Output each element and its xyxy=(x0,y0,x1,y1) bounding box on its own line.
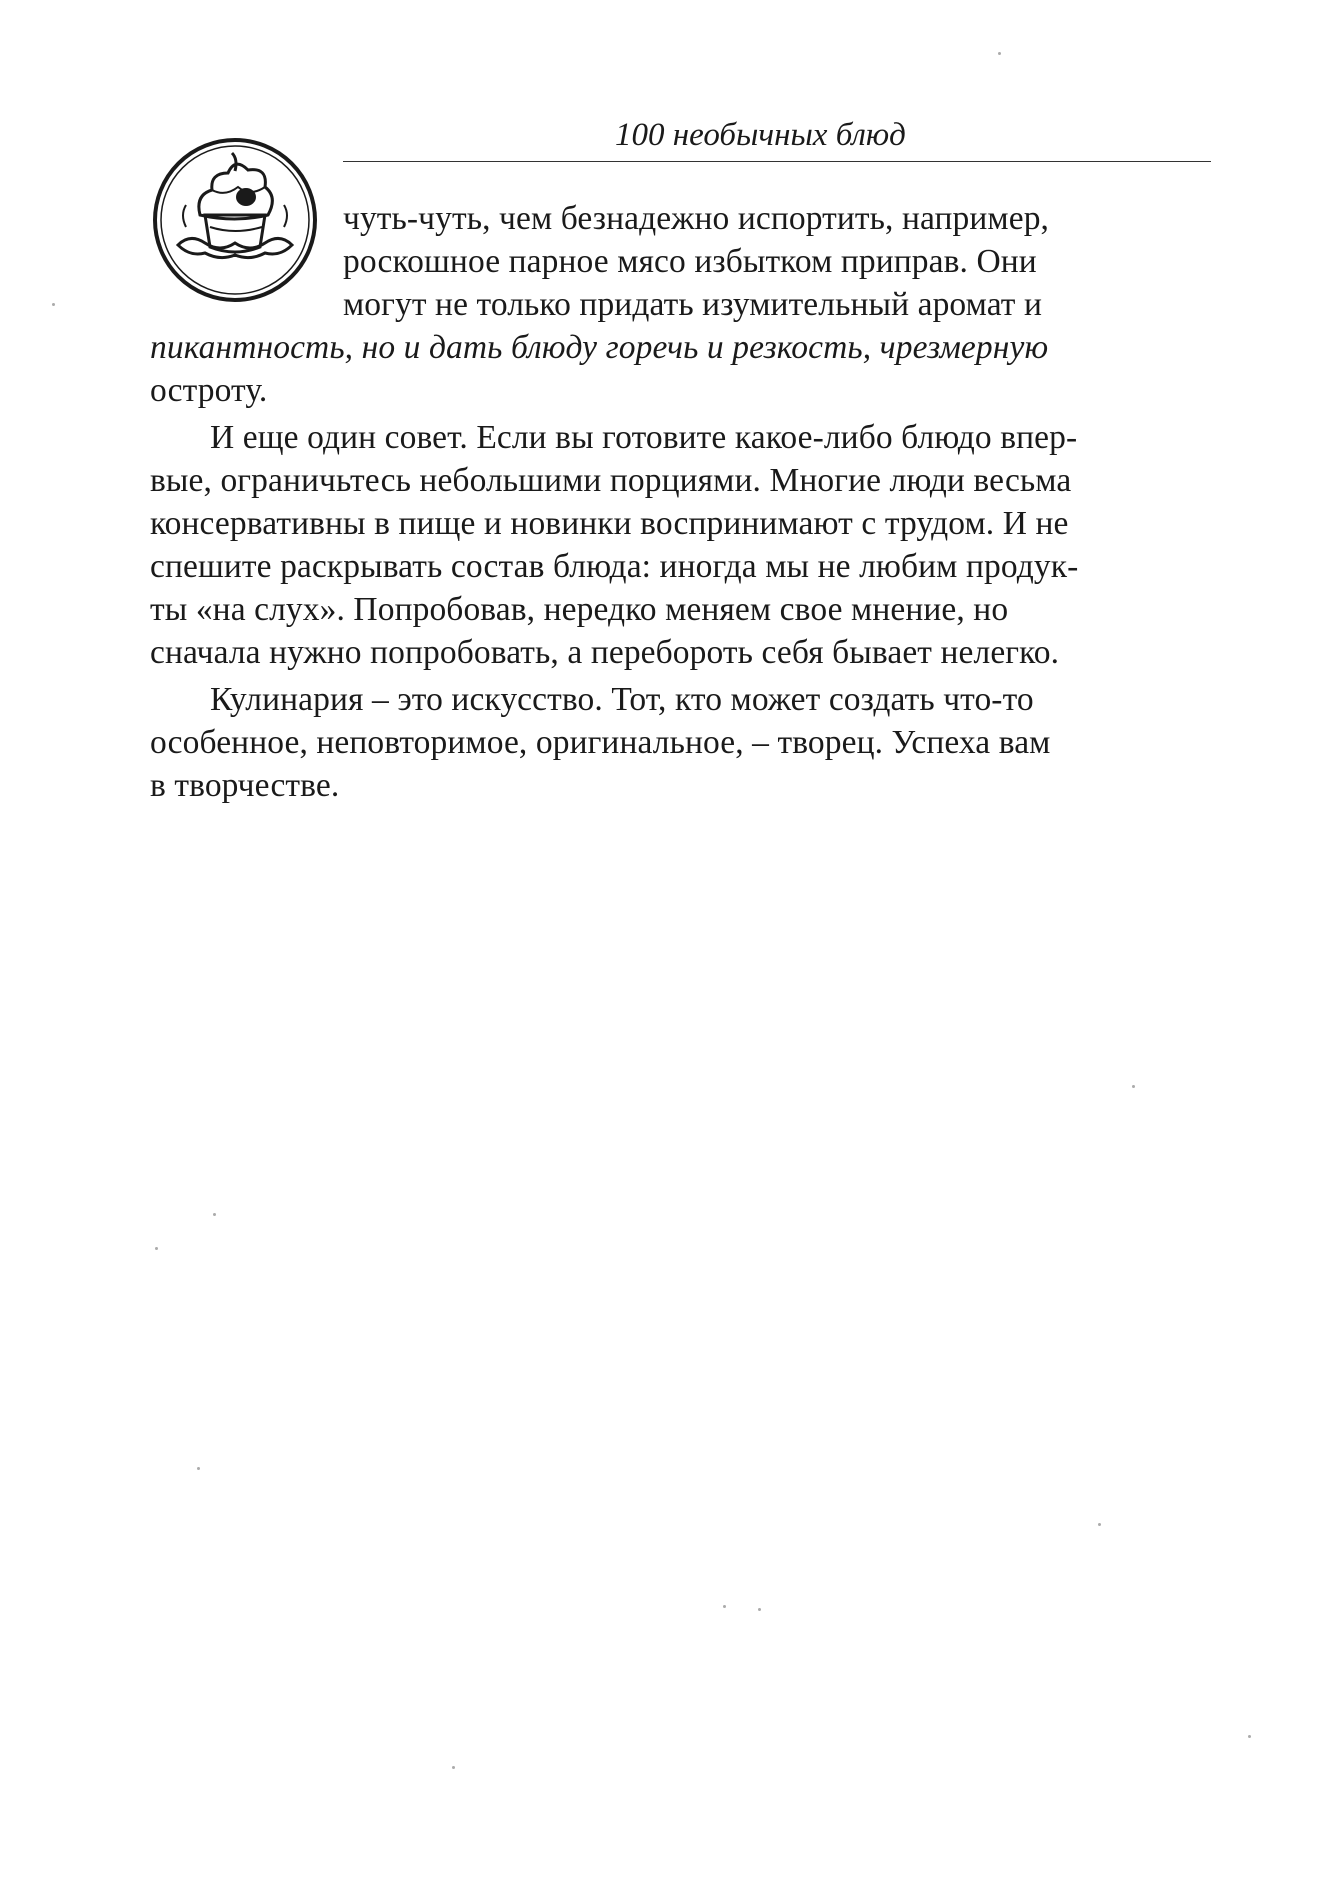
scan-speck xyxy=(1248,1735,1251,1738)
scan-speck xyxy=(998,52,1001,55)
body-line-5: остроту. xyxy=(150,372,268,409)
body-line-12: Кулинария – это искусство. Тот, кто может создать что-то xyxy=(210,681,1034,718)
body-line-9: спешите раскрывать состав блюда: иногда мы не любим продук- xyxy=(150,548,1079,585)
body-line-2: роскошное парное мясо избытком приправ. Они xyxy=(343,243,1037,280)
body-line-3: могут не только придать изумительный аромат и xyxy=(343,286,1043,323)
body-line-7: вые, ограничьтесь небольшими порциями. Многие люди весьма xyxy=(150,462,1072,499)
body-line-13: особенное, неповторимое, оригинальное, – творец. Успеха вам xyxy=(150,724,1051,761)
body-line-14: в творчестве. xyxy=(150,767,340,804)
scan-speck xyxy=(1132,1085,1135,1088)
scan-speck xyxy=(213,1213,216,1216)
body-line-4: пикантность, но и дать блюду горечь и резкость, чрезмерную xyxy=(150,329,1049,366)
cake-emblem-icon xyxy=(150,135,320,305)
body-line-10: ты «на слух». Попробовав, нередко меняем свое мнение, но xyxy=(150,591,1009,628)
scan-speck xyxy=(155,1247,158,1250)
body-line-8: консервативны в пище и новинки воспринимают с трудом. И не xyxy=(150,505,1069,542)
header-rule xyxy=(343,161,1211,162)
scan-speck xyxy=(723,1605,726,1608)
scan-speck xyxy=(52,303,55,306)
scan-speck xyxy=(197,1467,200,1470)
body-line-11: сначала нужно попробовать, а перебороть себя бывает нелегко. xyxy=(150,634,1060,671)
scan-speck xyxy=(1098,1523,1101,1526)
body-line-1: чуть-чуть, чем безнадежно испортить, например, xyxy=(343,200,1050,237)
scan-speck xyxy=(758,1608,761,1611)
scan-speck xyxy=(452,1766,455,1769)
running-head-title: 100 необычных блюд xyxy=(615,117,906,153)
body-line-6: И еще один совет. Если вы готовите какое-либо блюдо впер- xyxy=(210,419,1078,456)
